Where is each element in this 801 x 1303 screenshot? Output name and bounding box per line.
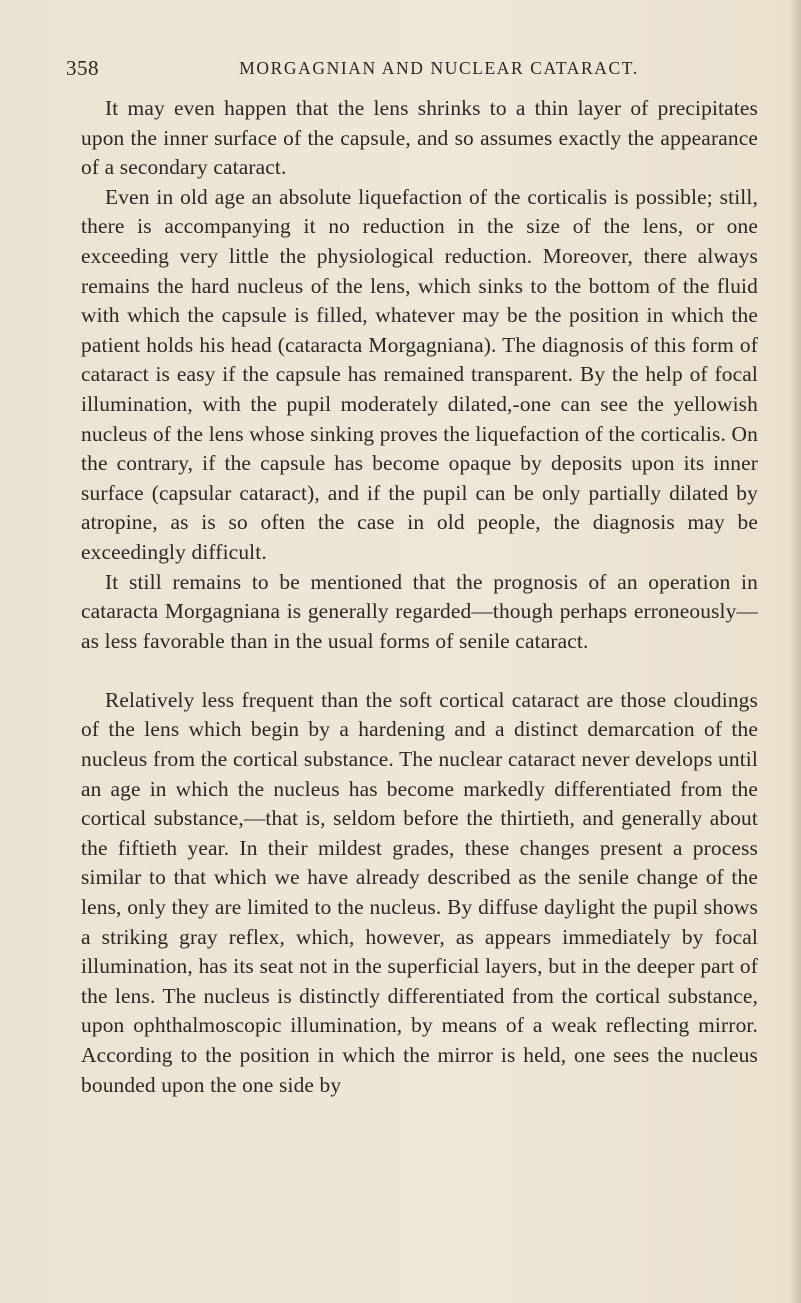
page-number: 358 <box>66 56 99 80</box>
paragraph-2: Even in old age an absolute liquefaction of the corticalis is possible; still, there is accompanying it no reduction in the size of the lens, or one exceeding very little the physiological reduction. Moreover, there always remains the hard nucleus of the lens, which sinks to the bottom of the fluid with which the capsule is filled, whatever may be the position in which the patient holds his head (cataracta Morgagniana). The diagnosis of this form of cataract is easy if the capsule has remained transparent. By the help of focal illumination, with the pupil moderately dilated,-one can see the yellowish nucleus of the lens whose sinking proves the liquefaction of the corticalis. On the contrary, if the capsule has become opaque by deposits upon its inner surface (capsular cataract), and if the pupil can be only partially dilated by atropine, as is so often the case in old people, the diagnosis may be exceedingly difficult. <box>81 184 758 564</box>
paragraph-4: Relatively less frequent than the soft cortical cataract are those cloudings of the lens which begin by a hardening and a distinct demarcation of the nucleus from the cortical substance. The nuclear cataract never develops until an age in which the nucleus has become markedly differentiated from the cortical substance,—that is, seldom before the thirtieth, and generally about the fiftieth year. In their mildest grades, these changes present a process similar to that which we have already described as the senile change of the lens, only they are limited to the nucleus. By diffuse daylight the pupil shows a striking gray reflex, which, however, as appears immediately by focal illumination, has its seat not in the superficial layers, but in the deeper part of the lens. The nucleus is distinctly differentiated from the cortical substance, upon ophthalmoscopic illumination, by means of a weak reflecting mirror. According to the position in which the mirror is held, one sees the nucleus bounded upon the one side by <box>81 687 758 1097</box>
page-header <box>66 56 756 86</box>
page-edge-shadow <box>789 0 801 1303</box>
paragraph-3: It still remains to be mentioned that the prognosis of an operation in cataracta Morgagniana is generally regarded—though perhaps erroneously—as less favorable than in the usual forms of senile cataract. <box>81 569 758 653</box>
body-text <box>81 94 758 1100</box>
paragraph-1: It may even happen that the lens shrinks to a thin layer of precipitates upon the inner surface of the capsule, and so assumes exactly the appearance of a secondary cataract. <box>81 96 758 180</box>
running-head: MORGAGNIAN AND NUCLEAR CATARACT. <box>239 58 639 78</box>
